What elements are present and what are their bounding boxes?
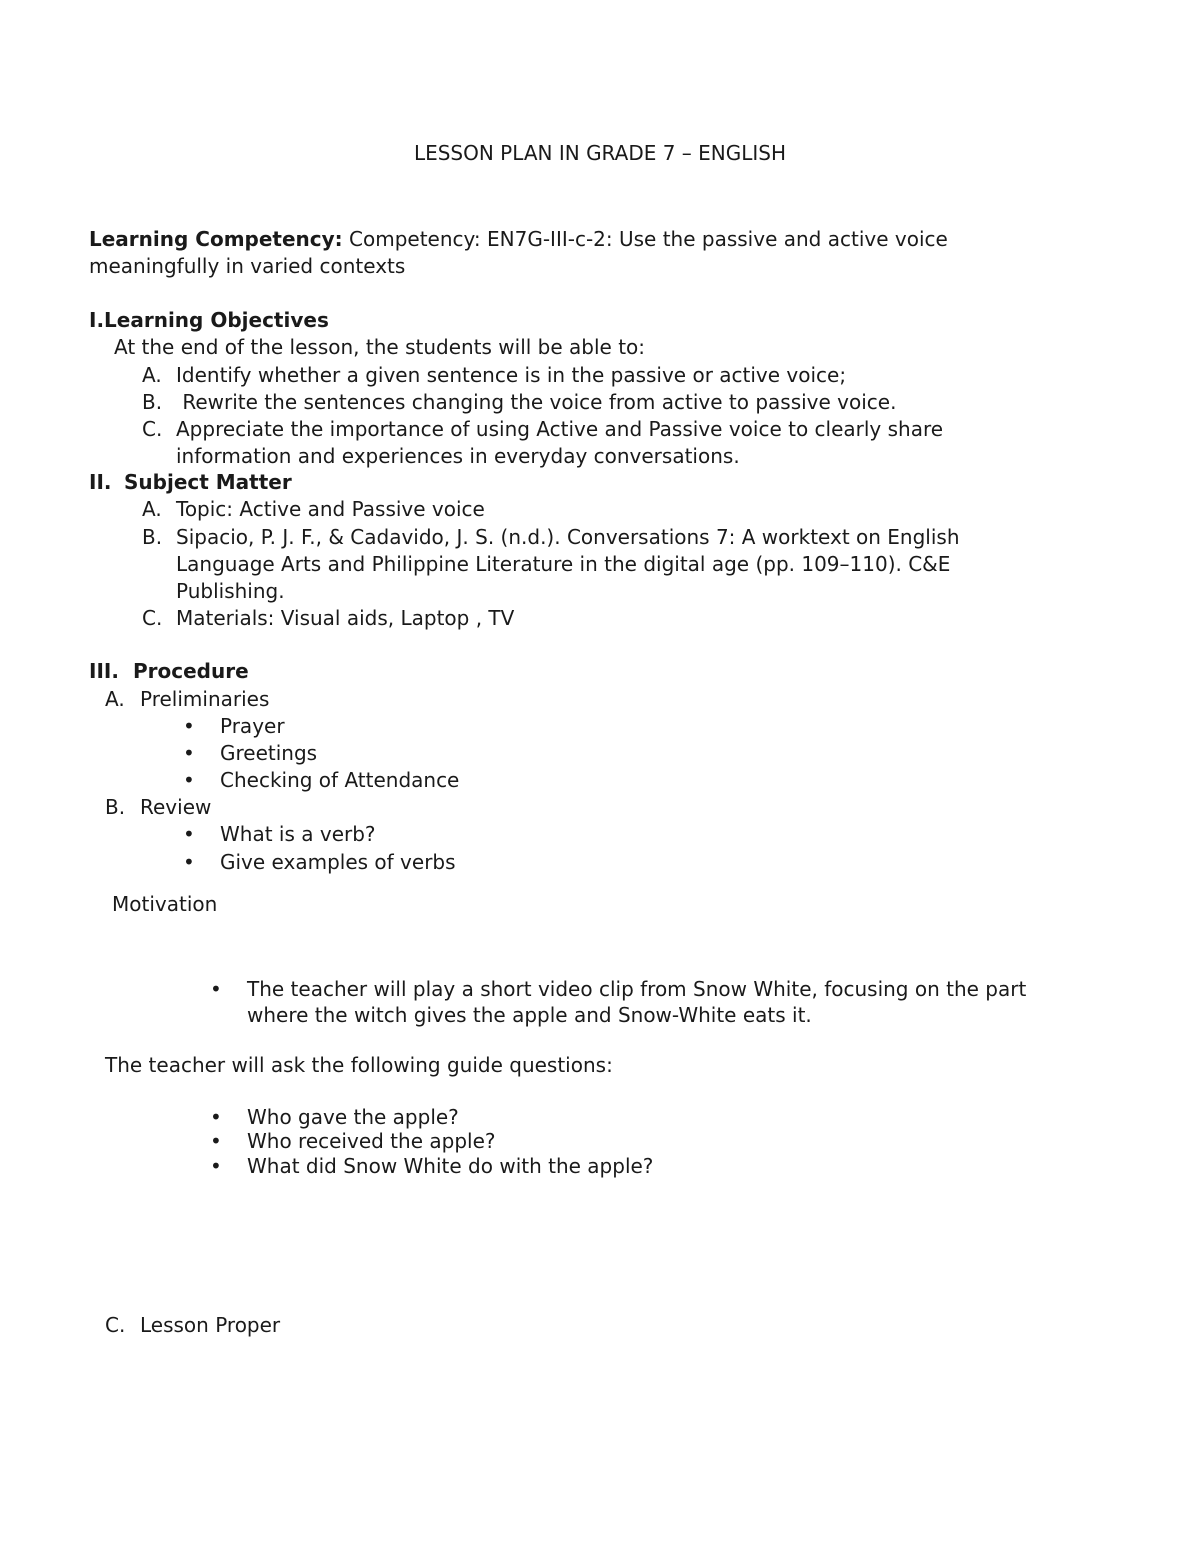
bullet-icon: • bbox=[183, 714, 195, 738]
objectives-heading bbox=[89, 307, 329, 334]
objectives-heading-text: Learning Objectives bbox=[104, 308, 329, 332]
subject-item-text-cont: Language Arts and Philippine Literature in the digital age (pp. 109–110). C&E bbox=[176, 552, 951, 576]
bullet-icon: • bbox=[183, 768, 195, 792]
bullet-icon: • bbox=[183, 850, 195, 874]
competency-label: Learning Competency: bbox=[89, 227, 343, 251]
subject-item-text: Materials: Visual aids, Laptop , TV bbox=[176, 606, 515, 630]
objective-item-letter: C. bbox=[142, 417, 163, 441]
subject-item-letter: B. bbox=[142, 525, 163, 549]
objectives-numeral: I. bbox=[89, 308, 105, 332]
lesson-proper-label: Lesson Proper bbox=[140, 1313, 281, 1337]
competency-line-1 bbox=[89, 226, 948, 253]
review-label: Review bbox=[140, 795, 212, 819]
document-title: LESSON PLAN IN GRADE 7 – ENGLISH bbox=[413, 141, 787, 165]
procedure-numeral: III. bbox=[89, 659, 119, 683]
guide-question: What did Snow White do with the apple? bbox=[247, 1154, 654, 1178]
bullet-icon: • bbox=[183, 822, 195, 846]
review-item: What is a verb? bbox=[220, 822, 376, 846]
bullet-icon: • bbox=[210, 977, 222, 1001]
subject-item-text-cont: Publishing. bbox=[176, 579, 285, 603]
objective-item-text: Appreciate the importance of using Active and Passive voice to clearly share bbox=[176, 417, 944, 441]
subject-matter-numeral: II. bbox=[89, 470, 112, 494]
guide-questions-intro: The teacher will ask the following guide questions: bbox=[105, 1053, 613, 1077]
motivation-label: Motivation bbox=[112, 892, 218, 916]
objective-item-letter: B. bbox=[142, 390, 163, 414]
bullet-icon: • bbox=[210, 1129, 222, 1153]
competency-line-2: meaningfully in varied contexts bbox=[89, 254, 406, 278]
lesson-proper-letter: C. bbox=[105, 1313, 126, 1337]
objective-item-letter: A. bbox=[142, 363, 162, 387]
bullet-icon: • bbox=[210, 1105, 222, 1129]
objective-item-text-cont: information and experiences in everyday conversations. bbox=[176, 444, 740, 468]
preliminaries-item: Prayer bbox=[220, 714, 285, 738]
guide-question: Who gave the apple? bbox=[247, 1105, 459, 1129]
subject-item-letter: A. bbox=[142, 497, 162, 521]
subject-item-text: Sipacio, P. J. F., & Cadavido, J. S. (n.d.). Conversations 7: A worktext on English bbox=[176, 525, 960, 549]
guide-question: Who received the apple? bbox=[247, 1129, 496, 1153]
subject-item-text: Topic: Active and Passive voice bbox=[176, 497, 485, 521]
preliminaries-label: Preliminaries bbox=[140, 687, 270, 711]
bullet-icon: • bbox=[210, 1154, 222, 1178]
bullet-icon: • bbox=[183, 741, 195, 765]
objective-item-text: Identify whether a given sentence is in the passive or active voice; bbox=[176, 363, 847, 387]
objectives-intro: At the end of the lesson, the students will be able to: bbox=[114, 335, 646, 359]
preliminaries-item: Greetings bbox=[220, 741, 318, 765]
motivation-bullet-text-cont: where the witch gives the apple and Snow-White eats it. bbox=[247, 1003, 812, 1027]
subject-item-letter: C. bbox=[142, 606, 163, 630]
motivation-bullet-text: The teacher will play a short video clip from Snow White, focusing on the part bbox=[247, 977, 1027, 1001]
objective-item-text: Rewrite the sentences changing the voice from active to passive voice. bbox=[176, 390, 897, 414]
preliminaries-letter: A. bbox=[105, 687, 125, 711]
review-item: Give examples of verbs bbox=[220, 850, 456, 874]
review-letter: B. bbox=[105, 795, 126, 819]
procedure-heading: Procedure bbox=[133, 659, 249, 683]
subject-matter-heading: Subject Matter bbox=[124, 470, 292, 494]
competency-text: Competency: EN7G-III-c-2: Use the passive and active voice bbox=[349, 227, 948, 251]
preliminaries-item: Checking of Attendance bbox=[220, 768, 460, 792]
